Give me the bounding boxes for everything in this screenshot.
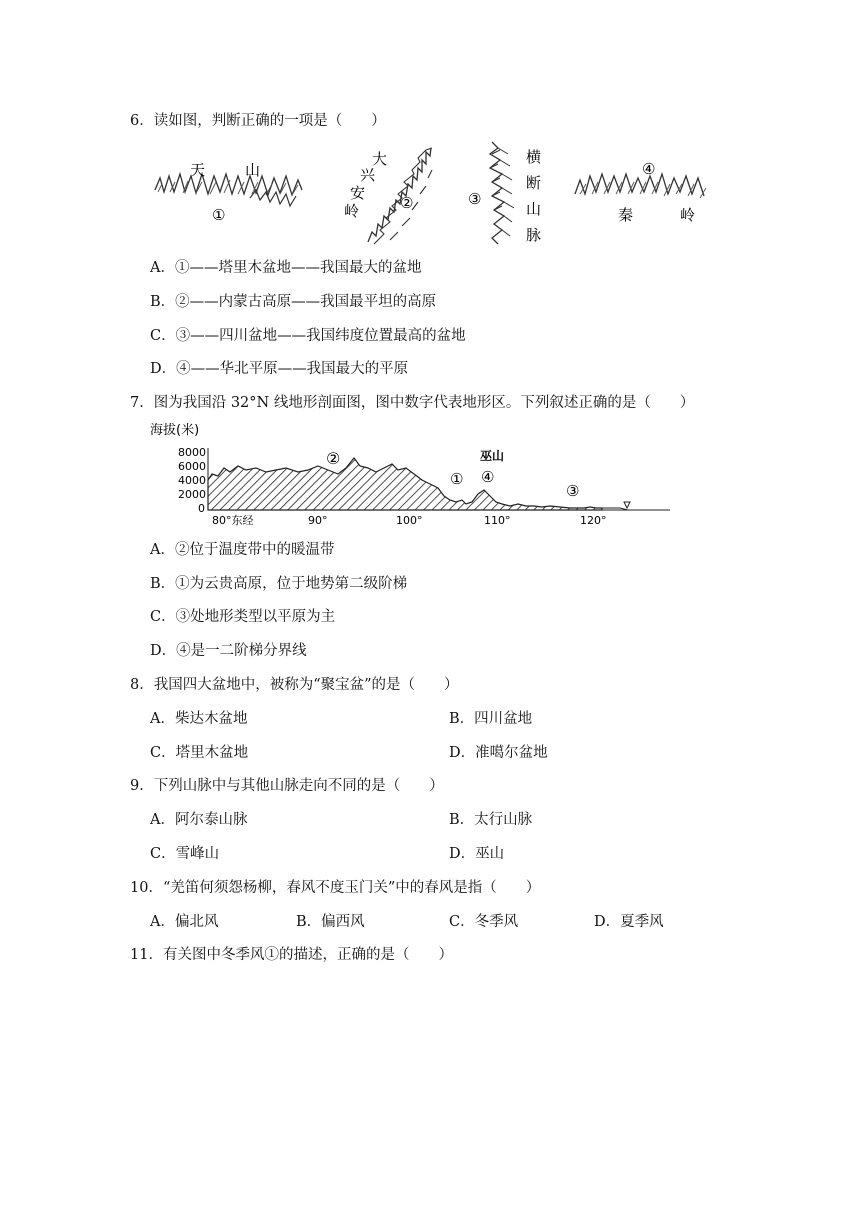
q7-option-c[interactable]: C．③处地形类型以平原为主 [150, 609, 336, 625]
panel4-name-a: 秦 [618, 206, 634, 224]
panel1-name-a: 天 [190, 161, 206, 179]
ytick-8000: 8000 [178, 446, 206, 459]
panel4-marker: ④ [642, 160, 656, 178]
qinling-range-icon [575, 174, 706, 198]
q8-option-c[interactable]: C．塔里木盆地 [150, 745, 249, 761]
question-8-stem: 8．我国四大盆地中，被称为“聚宝盆”的是（ ） [130, 677, 459, 693]
xtick-100: 100° [396, 514, 423, 527]
xtick-80: 80°东经 [212, 514, 254, 527]
terrain-profile-area [208, 458, 602, 510]
mountain-ranges-figure [150, 140, 720, 255]
panel2-char-4: 岭 [344, 202, 360, 220]
panel3-marker: ③ [468, 190, 482, 208]
ytick-0: 0 [198, 502, 205, 515]
profile-peak-label: 巫山 [480, 449, 505, 463]
profile-marker-2: ② [326, 449, 341, 468]
q7-option-b[interactable]: B．①为云贵高原，位于地势第二级阶梯 [150, 576, 408, 592]
ytick-4000: 4000 [178, 474, 206, 487]
ytick-2000: 2000 [178, 488, 206, 501]
panel2-marker: ② [400, 194, 414, 212]
q9-option-b[interactable]: B．太行山脉 [449, 812, 533, 828]
panel3-char-3: 山 [526, 200, 542, 218]
q6-option-d[interactable]: D．④——华北平原——我国最大的平原 [150, 361, 409, 377]
q9-option-c[interactable]: C．雪峰山 [150, 846, 220, 862]
q7-option-d[interactable]: D．④是一二阶梯分界线 [150, 643, 307, 659]
panel3-char-2: 断 [526, 174, 542, 192]
q6-option-a[interactable]: A．①——塔里木盆地——我国最大的盆地 [150, 260, 422, 276]
profile-marker-3: ③ [566, 482, 580, 500]
question-7-stem: 7．图为我国沿 32°N 线地形剖面图，图中数字代表地形区。下列叙述正确的是（ ） [130, 395, 695, 411]
profile-marker-4: ④ [481, 468, 495, 486]
q8-option-a[interactable]: A．柴达木盆地 [150, 711, 248, 727]
panel2-char-3: 安 [350, 184, 366, 202]
q10-option-c[interactable]: C．冬季风 [449, 914, 519, 930]
question-11-stem: 11．有关图中冬季风①的描述，正确的是（ ） [130, 947, 453, 963]
question-9-stem: 9．下列山脉中与其他山脉走向不同的是（ ） [130, 778, 444, 794]
panel4-name-b: 岭 [680, 206, 696, 224]
panel3-char-1: 横 [526, 148, 542, 166]
q10-option-d[interactable]: D．夏季风 [594, 914, 664, 930]
panel2-char-2: 兴 [360, 166, 376, 184]
q10-option-b[interactable]: B．偏西风 [296, 914, 365, 930]
panel2-char-1: 大 [372, 150, 388, 168]
q7-option-a[interactable]: A．②位于温度带中的暖温带 [150, 542, 335, 558]
panel3-char-4: 脉 [526, 226, 542, 244]
panel1-marker: ① [212, 206, 226, 224]
ytick-6000: 6000 [178, 460, 206, 473]
question-6-stem: 6．读如图，判断正确的一项是（ ） [130, 113, 386, 129]
terrain-profile-figure [150, 418, 680, 530]
xtick-90: 90° [308, 514, 328, 527]
q6-option-b[interactable]: B．②——内蒙古高原——我国最平坦的高原 [150, 294, 437, 310]
q6-option-c[interactable]: C．③——四川盆地——我国纬度位置最高的盆地 [150, 328, 466, 344]
q10-option-a[interactable]: A．偏北风 [150, 914, 219, 930]
q9-option-a[interactable]: A．阿尔泰山脉 [150, 812, 248, 828]
profile-marker-1: ① [450, 470, 464, 488]
xtick-120: 120° [580, 514, 607, 527]
q8-option-b[interactable]: B．四川盆地 [449, 711, 533, 727]
panel1-name-b: 山 [245, 161, 261, 179]
tianshan-range-icon [155, 174, 302, 206]
q9-option-d[interactable]: D．巫山 [449, 846, 505, 862]
xtick-110: 110° [484, 514, 511, 527]
profile-ylabel: 海拔(米) [150, 423, 200, 438]
q8-option-d[interactable]: D．准噶尔盆地 [449, 745, 548, 761]
hengduan-range-icon [490, 142, 514, 244]
question-10-stem: 10．“羌笛何须怨杨柳，春风不度玉门关”中的春风是指（ ） [130, 880, 541, 896]
